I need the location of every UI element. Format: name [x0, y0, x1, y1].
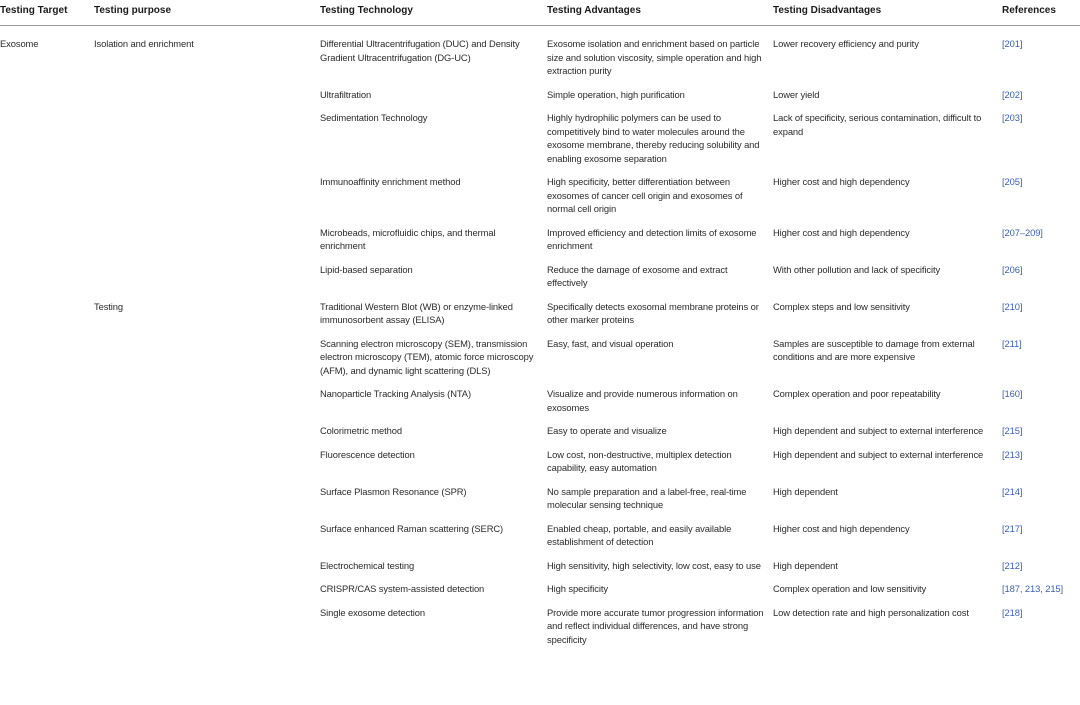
- cell-references[interactable]: [215]: [1002, 425, 1023, 436]
- cell-references[interactable]: [214]: [1002, 485, 1023, 497]
- table-row: [0, 438, 1080, 475]
- table-row: [0, 572, 1080, 596]
- cell-testing-technology: CRISPR/CAS system-assisted detection: [320, 583, 485, 594]
- cell-testing-target: [0, 596, 94, 647]
- table-row: [0, 253, 1080, 290]
- cell-testing-advantages: Highly hydrophilic polymers can be used to competitively bind to water molecules around the exosome membrane, thereby reducing solubility and enabling exosome separation: [547, 112, 760, 164]
- cell-testing-advantages: Easy to operate and visualize: [547, 425, 667, 436]
- cell-references[interactable]: [187, 213, 215]: [1002, 583, 1064, 594]
- cell-testing-purpose: [94, 414, 320, 438]
- cell-testing-target: [0, 78, 94, 102]
- header-testing-disadvantages: Testing Disadvantages: [773, 0, 1002, 26]
- cell-testing-disadvantages: High dependent and subject to external interference: [773, 425, 984, 436]
- cell-testing-technology: Colorimetric method: [320, 425, 402, 436]
- table-row: [0, 78, 1080, 102]
- cell-testing-advantages: Specifically detects exosomal membrane proteins or other marker proteins: [547, 300, 759, 325]
- cell-testing-technology: Fluorescence detection: [320, 448, 415, 460]
- cell-references[interactable]: [218]: [1002, 606, 1023, 618]
- cell-testing-disadvantages: Samples are susceptible to damage from external conditions and are more expensive: [773, 337, 975, 362]
- cell-testing-target: [0, 377, 94, 414]
- cell-testing-disadvantages: Lower yield: [773, 88, 820, 100]
- cell-testing-disadvantages: High dependent: [773, 559, 838, 571]
- cell-testing-disadvantages: Lack of specificity, serious contamination, difficult to expand: [773, 112, 982, 137]
- cell-testing-target: [0, 512, 94, 549]
- cell-testing-advantages: High sensitivity, high selectivity, low cost, easy to use: [547, 559, 761, 571]
- cell-testing-disadvantages: Higher cost and high dependency: [773, 176, 910, 187]
- cell-references[interactable]: [217]: [1002, 522, 1023, 534]
- cell-testing-technology: Microbeads, microfluidic chips, and thermal enrichment: [320, 226, 496, 251]
- table-row: [0, 512, 1080, 549]
- cell-testing-purpose: [94, 101, 320, 165]
- header-testing-purpose: Testing purpose: [94, 0, 320, 26]
- cell-testing-target: [0, 101, 94, 165]
- cell-testing-advantages: Exosome isolation and enrichment based on particle size and solution viscosity, simple operation and high extraction purity: [547, 38, 762, 76]
- cell-testing-advantages: Provide more accurate tumor progression information and reflect individual differences, and have strong specificity: [547, 606, 764, 645]
- cell-references[interactable]: [203]: [1002, 112, 1023, 123]
- cell-testing-target: [0, 572, 94, 596]
- cell-testing-advantages: Improved efficiency and detection limits of exosome enrichment: [547, 226, 757, 251]
- header-testing-technology: Testing Technology: [320, 0, 547, 26]
- cell-references[interactable]: [211]: [1002, 337, 1022, 349]
- table-row: [0, 475, 1080, 512]
- cell-testing-target: [0, 165, 94, 216]
- cell-testing-advantages: Low cost, non-destructive, multiplex detection capability, easy automation: [547, 448, 732, 473]
- cell-testing-target: [0, 216, 94, 253]
- cell-testing-disadvantages: Complex operation and poor repeatability: [773, 388, 941, 399]
- cell-testing-advantages: Simple operation, high purification: [547, 88, 685, 100]
- cell-testing-purpose: [94, 216, 320, 253]
- cell-testing-technology: Immunoaffinity enrichment method: [320, 176, 461, 187]
- cell-testing-advantages: No sample preparation and a label-free, real-time molecular sensing technique: [547, 485, 747, 510]
- cell-testing-technology: Lipid-based separation: [320, 263, 413, 275]
- cell-testing-target: [0, 253, 94, 290]
- cell-testing-target: [0, 438, 94, 475]
- cell-testing-disadvantages: High dependent: [773, 485, 838, 497]
- cell-testing-disadvantages: Higher cost and high dependency: [773, 226, 910, 238]
- cell-testing-technology: Ultrafiltration: [320, 88, 372, 100]
- table-body: [0, 26, 1080, 647]
- table-row: [0, 377, 1080, 414]
- cell-testing-technology: Sedimentation Technology: [320, 112, 428, 123]
- cell-testing-purpose: Testing: [94, 300, 124, 312]
- cell-testing-advantages: Enabled cheap, portable, and easily available establishment of detection: [547, 522, 732, 547]
- cell-testing-technology: Surface Plasmon Resonance (SPR): [320, 485, 467, 497]
- cell-testing-disadvantages: Low detection rate and high personalization cost: [773, 606, 969, 618]
- cell-testing-technology: Differential Ultracentrifugation (DUC) and Density Gradient Ultracentrifugation (DG-UC): [320, 38, 520, 63]
- cell-testing-technology: Scanning electron microscopy (SEM), transmission electron microscopy (TEM), atomic force microscopy (AFM), and dynamic light scattering (DLS): [320, 337, 534, 376]
- header-references: References: [1002, 0, 1080, 26]
- cell-testing-target: [0, 327, 94, 378]
- cell-testing-advantages: Visualize and provide numerous information on exosomes: [547, 388, 738, 413]
- cell-testing-purpose: [94, 549, 320, 573]
- table-row: [0, 26, 1080, 78]
- cell-testing-target: [0, 475, 94, 512]
- header-row: [0, 0, 1080, 26]
- cell-testing-target: Exosome: [0, 38, 39, 49]
- cell-testing-purpose: [94, 377, 320, 414]
- cell-testing-purpose: [94, 165, 320, 216]
- cell-testing-advantages: Easy, fast, and visual operation: [547, 337, 674, 349]
- table-row: [0, 414, 1080, 438]
- cell-testing-purpose: [94, 253, 320, 290]
- table-row: [0, 290, 1080, 327]
- cell-testing-technology: Surface enhanced Raman scattering (SERC): [320, 522, 504, 534]
- cell-testing-technology: Traditional Western Blot (WB) or enzyme-linked immunosorbent assay (ELISA): [320, 300, 513, 325]
- cell-references[interactable]: [160]: [1002, 388, 1023, 399]
- cell-testing-disadvantages: Lower recovery efficiency and purity: [773, 38, 919, 49]
- cell-testing-disadvantages: With other pollution and lack of specificity: [773, 263, 941, 275]
- cell-testing-purpose: [94, 475, 320, 512]
- table-row: [0, 165, 1080, 216]
- cell-references[interactable]: [210]: [1002, 300, 1023, 312]
- cell-testing-disadvantages: Complex operation and low sensitivity: [773, 583, 927, 594]
- cell-references[interactable]: [201]: [1002, 38, 1023, 49]
- cell-references[interactable]: [212]: [1002, 559, 1023, 571]
- cell-references[interactable]: [205]: [1002, 176, 1023, 187]
- cell-testing-purpose: [94, 596, 320, 647]
- cell-testing-disadvantages: Higher cost and high dependency: [773, 522, 910, 534]
- cell-testing-technology: Nanoparticle Tracking Analysis (NTA): [320, 388, 471, 399]
- header-testing-target: Testing Target: [0, 0, 94, 26]
- table-header: [0, 0, 1080, 26]
- cell-testing-target: [0, 290, 94, 327]
- cell-testing-purpose: Isolation and enrichment: [94, 38, 194, 49]
- cell-testing-disadvantages: Complex steps and low sensitivity: [773, 300, 910, 312]
- cell-references[interactable]: [213]: [1002, 448, 1023, 460]
- cell-testing-purpose: [94, 572, 320, 596]
- table-row: [0, 549, 1080, 573]
- cell-testing-purpose: [94, 327, 320, 378]
- table-row: [0, 216, 1080, 253]
- cell-testing-target: [0, 414, 94, 438]
- table-row: [0, 596, 1080, 647]
- cell-testing-disadvantages: High dependent and subject to external interference: [773, 448, 984, 460]
- cell-references[interactable]: [207–209]: [1002, 226, 1043, 238]
- cell-testing-advantages: Reduce the damage of exosome and extract effectively: [547, 263, 728, 288]
- table-row: [0, 101, 1080, 165]
- cell-references[interactable]: [206]: [1002, 263, 1023, 275]
- header-testing-advantages: Testing Advantages: [547, 0, 773, 26]
- cell-testing-purpose: [94, 438, 320, 475]
- cell-testing-technology: Single exosome detection: [320, 606, 425, 618]
- cell-testing-target: [0, 549, 94, 573]
- cell-testing-technology: Electrochemical testing: [320, 559, 415, 571]
- table-row: [0, 327, 1080, 378]
- cell-testing-advantages: High specificity, better differentiation between exosomes of cancer cell origin and exosomes of normal cell origin: [547, 176, 743, 214]
- cell-testing-advantages: High specificity: [547, 583, 608, 594]
- cell-references[interactable]: [202]: [1002, 88, 1023, 100]
- cell-testing-purpose: [94, 512, 320, 549]
- cell-testing-purpose: [94, 78, 320, 102]
